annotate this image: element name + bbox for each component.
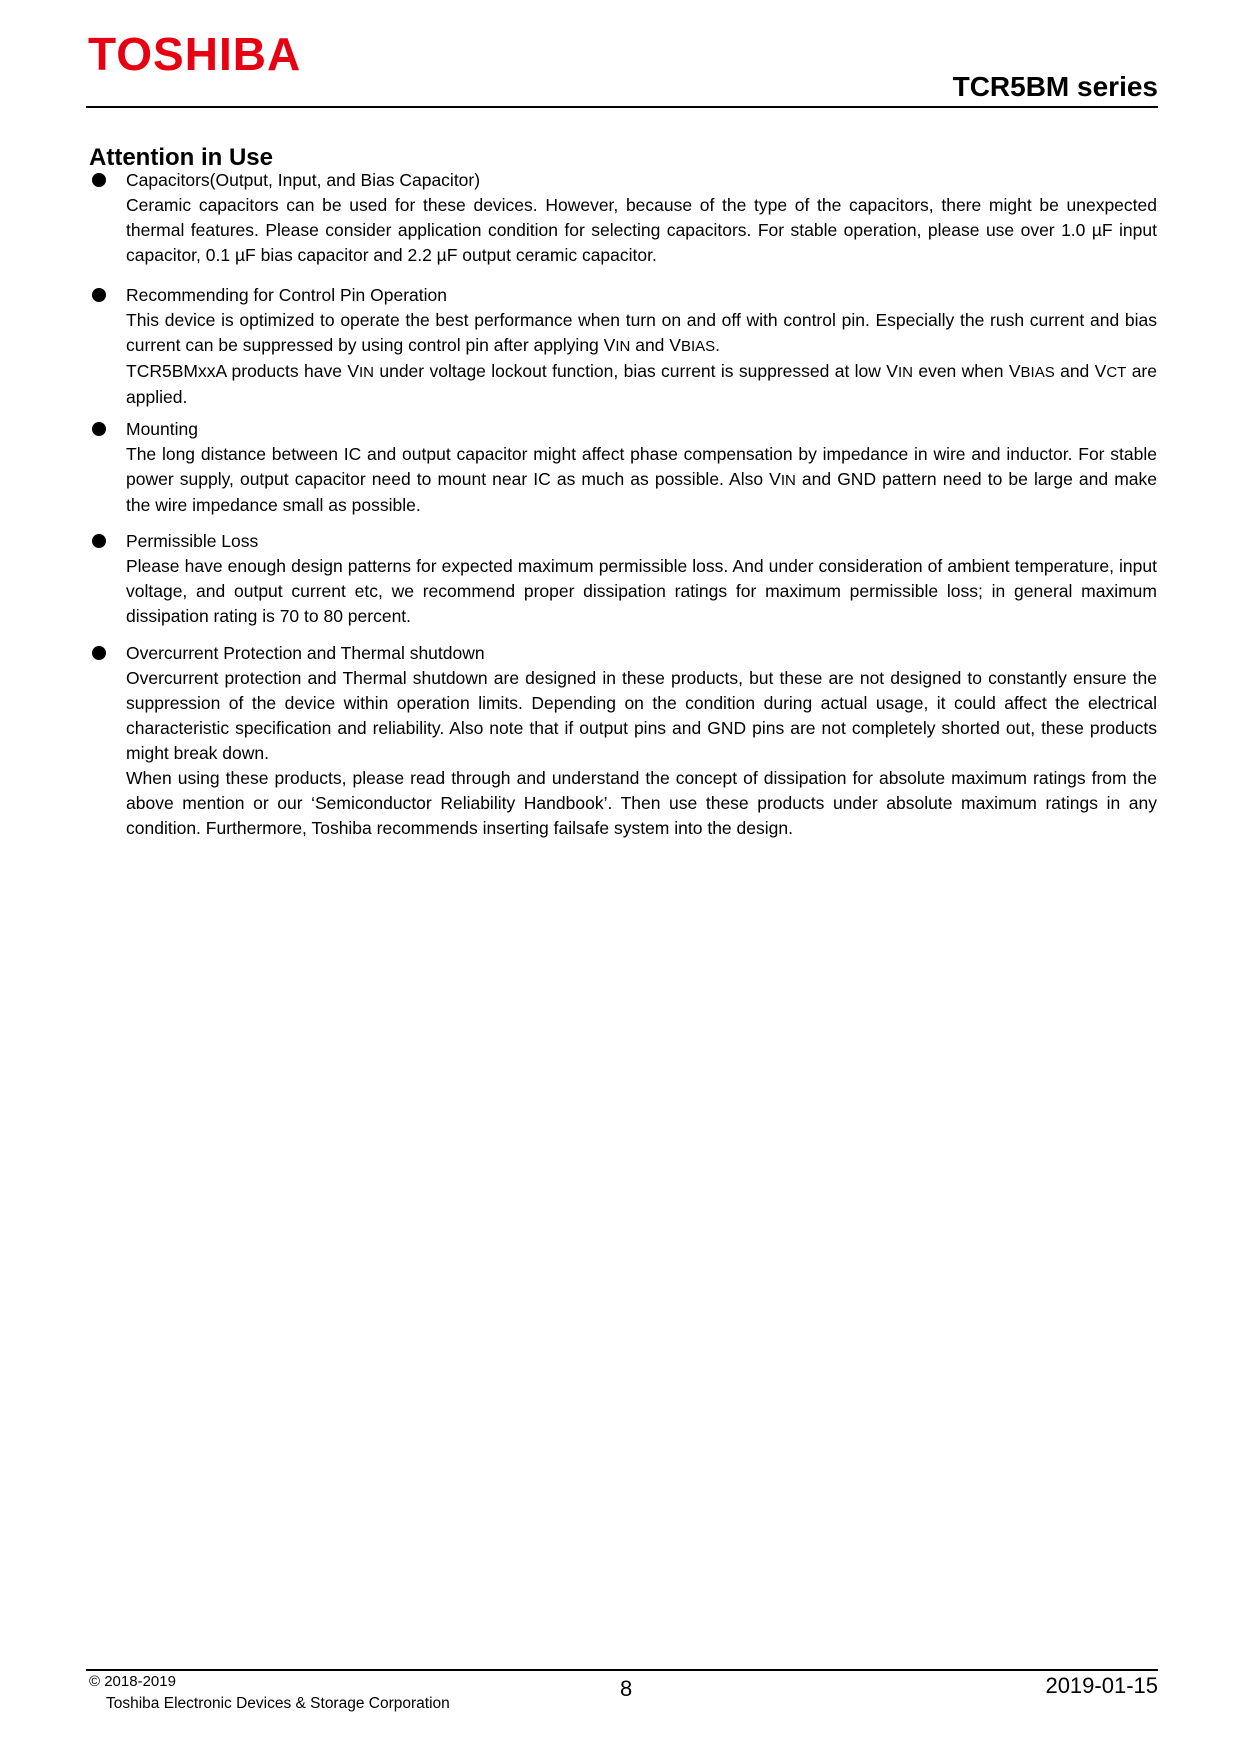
item-paragraph: When using these products, please read through and understand the concept of dissipation for absolute maximum ratings from the above mention or our ‘Semiconductor Reliability Handbook’. Then use these products under absolute maximum ratings in any condition. Furthermore, Toshiba recommends inserting failsafe system into the design. — [126, 768, 1157, 838]
bullet-icon — [92, 534, 106, 548]
text-run: are applied. — [126, 361, 1157, 407]
header-divider — [86, 106, 1158, 108]
bullet-icon — [92, 646, 106, 660]
text-run: The long distance between IC and output capacitor might affect phase compensation by impedance in wire and inductor. For stable power supply, output capacitor need to mount near IC as much as possible. Also — [126, 444, 1157, 489]
item-capacitors — [90, 168, 1157, 268]
item-control-pin — [90, 283, 1157, 410]
copyright: © 2018-2019 — [89, 1673, 176, 1690]
item-mounting — [90, 417, 1157, 518]
item-heading: Mounting — [126, 419, 198, 439]
symbol-bias: BIAS — [680, 338, 716, 355]
symbol-bias: BIAS — [1020, 364, 1055, 381]
item-heading: Capacitors(Output, Input, and Bias Capacitor) — [126, 170, 481, 190]
symbol-ct: CT — [1106, 364, 1127, 381]
symbol-v: V — [669, 335, 681, 355]
symbol-v: V — [886, 361, 898, 381]
bullet-icon — [92, 422, 106, 436]
symbol-in: IN — [359, 364, 374, 381]
item-paragraph — [126, 308, 1157, 359]
text-run: This device is optimized to operate the best performance when turn on and off with control pin. Especially the rush current and bias current can be suppressed by using control pin after applying — [126, 310, 1157, 355]
text-run: even when — [912, 361, 1009, 381]
item-permissible-loss — [90, 529, 1157, 629]
symbol-in: IN — [615, 338, 631, 355]
document-date: 2019-01-15 — [1045, 1673, 1158, 1698]
item-paragraph: Please have enough design patterns for expected maximum permissible loss. And under consideration of ambient temperature, input voltage, and output current etc, we recommend proper dissipation ratings for maximum permissible loss; in general maximum dissipation rating is 70 to 80 percent. — [126, 556, 1157, 626]
item-paragraph — [126, 442, 1157, 518]
item-paragraph — [126, 359, 1157, 410]
item-paragraph: Ceramic capacitors can be used for these devices. However, because of the type of the capacitors, there might be unexpected thermal features. Please consider application condition for selecting capacitors. For stable operation, please use over 1.0 µF input capacitor, 0.1 µF bias capacitor and 2.2 µF output ceramic capacitor. — [126, 195, 1157, 265]
bullet-icon — [92, 173, 106, 187]
text-run: . — [715, 335, 721, 355]
text-run: and — [630, 335, 670, 355]
item-overcurrent — [90, 641, 1157, 841]
symbol-v: V — [769, 469, 781, 489]
footer-divider — [86, 1669, 1158, 1671]
symbol-v: V — [1094, 361, 1107, 381]
page-number: 8 — [620, 1676, 633, 1701]
symbol-v: V — [1008, 361, 1021, 381]
series-title: TCR5BM series — [952, 71, 1158, 102]
symbol-in: IN — [897, 364, 913, 381]
symbol-v: V — [347, 361, 359, 381]
text-run: and GND pattern need to be large and make the wire impedance small as possible. — [126, 469, 1157, 515]
text-run: under voltage lockout function, bias current is suppressed at low — [374, 361, 887, 381]
toshiba-logo: TOSHIBA — [88, 28, 302, 80]
item-heading: Overcurrent Protection and Thermal shutdown — [126, 643, 485, 663]
item-heading: Recommending for Control Pin Operation — [126, 285, 447, 305]
section-title: Attention in Use — [89, 144, 273, 171]
text-run: TCR5BMxxA products have — [126, 361, 348, 381]
company-name: Toshiba Electronic Devices & Storage Corporation — [106, 1695, 450, 1712]
item-paragraph: Overcurrent protection and Thermal shutdown are designed in these products, but these are not designed to constantly ensure the suppression of the device within operation limits. Depending on the condition during actual usage, it could affect the electrical characteristic specification and reliability. Also note that if output pins and GND pins are not completely shorted out, these products might break down. — [126, 668, 1157, 763]
symbol-in: IN — [780, 472, 796, 489]
symbol-v: V — [603, 335, 616, 355]
item-heading: Permissible Loss — [126, 531, 259, 551]
bullet-icon — [92, 288, 106, 302]
text-run: and — [1054, 361, 1095, 381]
